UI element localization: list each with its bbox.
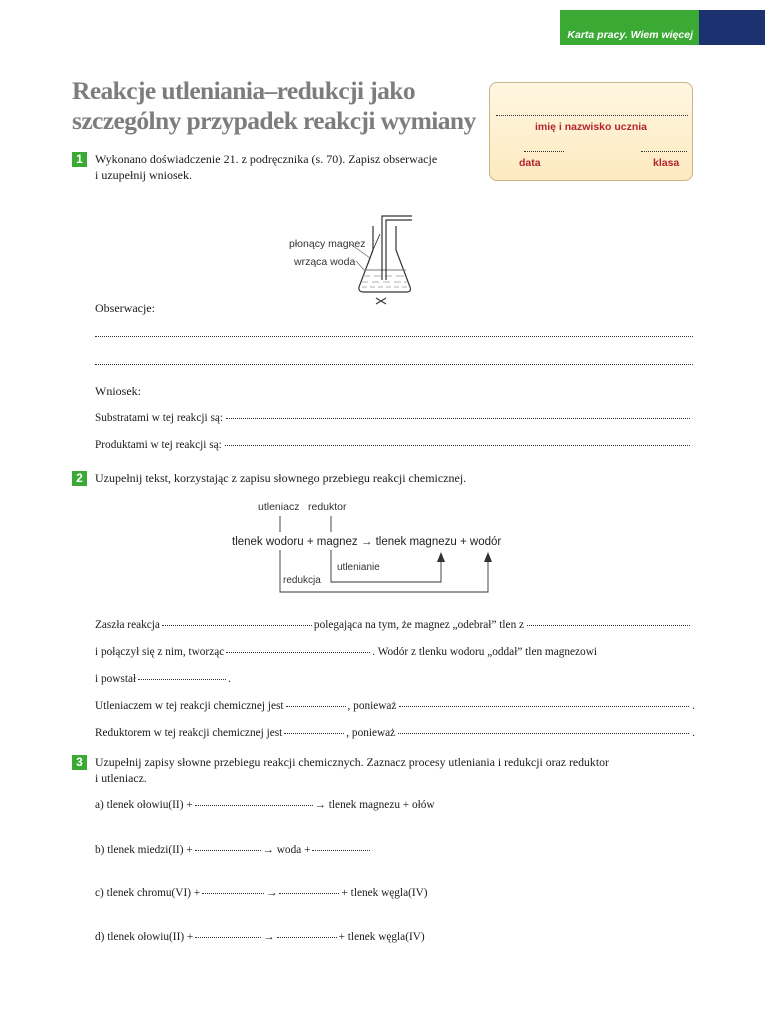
- products-field[interactable]: [225, 445, 690, 446]
- t3-c-mid: →: [266, 887, 278, 899]
- equation-arrow: →: [360, 536, 373, 548]
- task-3-item-c: [95, 887, 428, 899]
- task-3-instruction-line2: i utleniacz.: [95, 771, 147, 785]
- oxidation-label: utlenianie: [337, 562, 380, 573]
- student-info-box: [489, 82, 693, 181]
- task-1-instruction-line1: Wykonano doświadczenie 21. z podręcznika (s. 70). Zapisz obserwacje: [95, 152, 438, 166]
- t2-l4-a: Utleniaczem w tej reakcji chemicznej jest: [95, 700, 284, 712]
- t2-l3-a: i powstał: [95, 673, 137, 685]
- t3-d-prefix: d) tlenek ołowiu(II) +: [95, 931, 194, 943]
- t3-b-field-2[interactable]: [312, 850, 370, 851]
- reducer-label: reduktor: [308, 501, 347, 513]
- hydrogen-product-field[interactable]: [138, 679, 226, 680]
- date-field[interactable]: [524, 151, 564, 152]
- oxidizer-field[interactable]: [286, 706, 346, 707]
- student-name-label: imię i nazwisko ucznia: [534, 121, 648, 133]
- reaction-equation: [232, 536, 501, 548]
- t3-d-field-2[interactable]: [277, 937, 337, 938]
- equation-reactant-2: magnez: [316, 536, 358, 548]
- reaction-type-field[interactable]: [162, 625, 312, 626]
- header-tab-accent: [699, 10, 765, 45]
- task-1-marker: 1: [72, 152, 87, 167]
- t3-c-prefix: c) tlenek chromu(VI) +: [95, 887, 201, 899]
- products-label: Produktami w tej reakcji są:: [95, 439, 222, 451]
- t2-l5-a: Reduktorem w tej reakcji chemicznej jest: [95, 727, 283, 739]
- page-title-line1: Reakcje utleniania–redukcji jako: [72, 76, 415, 105]
- observations-line-1[interactable]: [95, 336, 693, 337]
- t2-l1-a: Zaszła reakcja: [95, 619, 160, 631]
- t3-c-suffix: + tlenek węgla(IV): [341, 887, 428, 899]
- page-title-line2: szczególny przypadek reakcji wymiany: [72, 106, 476, 135]
- class-label: klasa: [653, 157, 680, 169]
- product-formed-field[interactable]: [226, 652, 370, 653]
- task-2-text-line-4: [95, 700, 695, 712]
- date-label: data: [519, 157, 541, 169]
- figure-label-burning-magnesium: płonący magnez: [289, 238, 366, 250]
- conclusion-label: Wniosek:: [95, 384, 141, 398]
- t2-l2-a: i połączył się z nim, tworząc: [95, 646, 225, 658]
- substrates-label: Substratami w tej reakcji są:: [95, 412, 223, 424]
- observations-label: Obserwacje:: [95, 301, 155, 315]
- t2-l5-b: , ponieważ: [346, 727, 396, 739]
- t3-d-mid: →: [263, 931, 275, 943]
- t2-l1-b: polegająca na tym, że magnez „odebrał” tlen z: [313, 619, 525, 631]
- class-field[interactable]: [641, 151, 687, 152]
- reaction-scheme-lines: [225, 510, 525, 600]
- reducer-field[interactable]: [284, 733, 344, 734]
- task-3-item-b: [95, 844, 372, 856]
- t3-a-field-1[interactable]: [195, 805, 313, 806]
- t2-l3-b: .: [228, 673, 231, 685]
- t2-l5-c: .: [692, 727, 695, 739]
- task-3-item-a: [95, 799, 435, 811]
- header-tab-label: Karta pracy. Wiem więcej: [567, 29, 693, 41]
- t2-l4-b: , ponieważ: [347, 700, 397, 712]
- reducer-reason-field[interactable]: [398, 733, 689, 734]
- task-1-instruction: [95, 151, 475, 183]
- equation-reactant-1: tlenek wodoru: [232, 536, 304, 548]
- t3-b-field-1[interactable]: [195, 850, 261, 851]
- task-2-text-line-3: [95, 673, 231, 685]
- t3-b-prefix: b) tlenek miedzi(II) +: [95, 844, 193, 856]
- t3-c-field-2[interactable]: [279, 893, 339, 894]
- task-2-text-line-5: [95, 727, 695, 739]
- task-1-instruction-line2: i uzupełnij wniosek.: [95, 168, 192, 182]
- task-3-instruction-line1: Uzupełnij zapisy słowne przebiegu reakcji chemicznych. Zaznacz procesy utleniania i redukcji oraz reduktor: [95, 755, 609, 769]
- t3-a-mid: → tlenek magnezu + ołów: [314, 799, 435, 811]
- substrates-field[interactable]: [226, 418, 690, 419]
- equation-plus-1: +: [306, 536, 314, 548]
- t3-c-field-1[interactable]: [202, 893, 264, 894]
- task-3-item-d: [95, 931, 425, 943]
- page-title: [72, 76, 492, 136]
- t3-d-field-1[interactable]: [195, 937, 261, 938]
- t3-a-prefix: a) tlenek ołowiu(II) +: [95, 799, 193, 811]
- task-2-marker: 2: [72, 471, 87, 486]
- oxygen-source-field[interactable]: [527, 625, 690, 626]
- reduction-label: redukcja: [283, 575, 321, 586]
- header-tab: [560, 10, 699, 45]
- equation-product-1: tlenek magnezu: [375, 536, 457, 548]
- t3-d-suffix: + tlenek węgla(IV): [338, 931, 425, 943]
- equation-plus-2: +: [459, 536, 467, 548]
- t2-l2-b: . Wodór z tlenku wodoru „oddał” tlen magnezowi: [372, 646, 598, 658]
- task-3-marker: 3: [72, 755, 87, 770]
- substrates-line: [95, 412, 693, 424]
- task-2-text-line-2: [95, 646, 695, 658]
- equation-product-2: wodór: [469, 536, 502, 548]
- figure-label-boiling-water: wrząca woda: [294, 256, 356, 268]
- task-2-text-line-1: [95, 619, 693, 631]
- task-2-instruction: Uzupełnij tekst, korzystając z zapisu słownego przebiegu reakcji chemicznej.: [95, 471, 467, 485]
- flask-over-burner-icon: [350, 212, 420, 312]
- t3-b-mid: → woda +: [262, 844, 311, 856]
- student-name-field[interactable]: [496, 115, 688, 116]
- oxidizer-reason-field[interactable]: [399, 706, 689, 707]
- t2-l4-c: .: [692, 700, 695, 712]
- products-line: [95, 439, 693, 451]
- task-3-instruction: [95, 754, 693, 786]
- oxidizer-label: utleniacz: [258, 501, 300, 513]
- observations-line-2[interactable]: [95, 364, 693, 365]
